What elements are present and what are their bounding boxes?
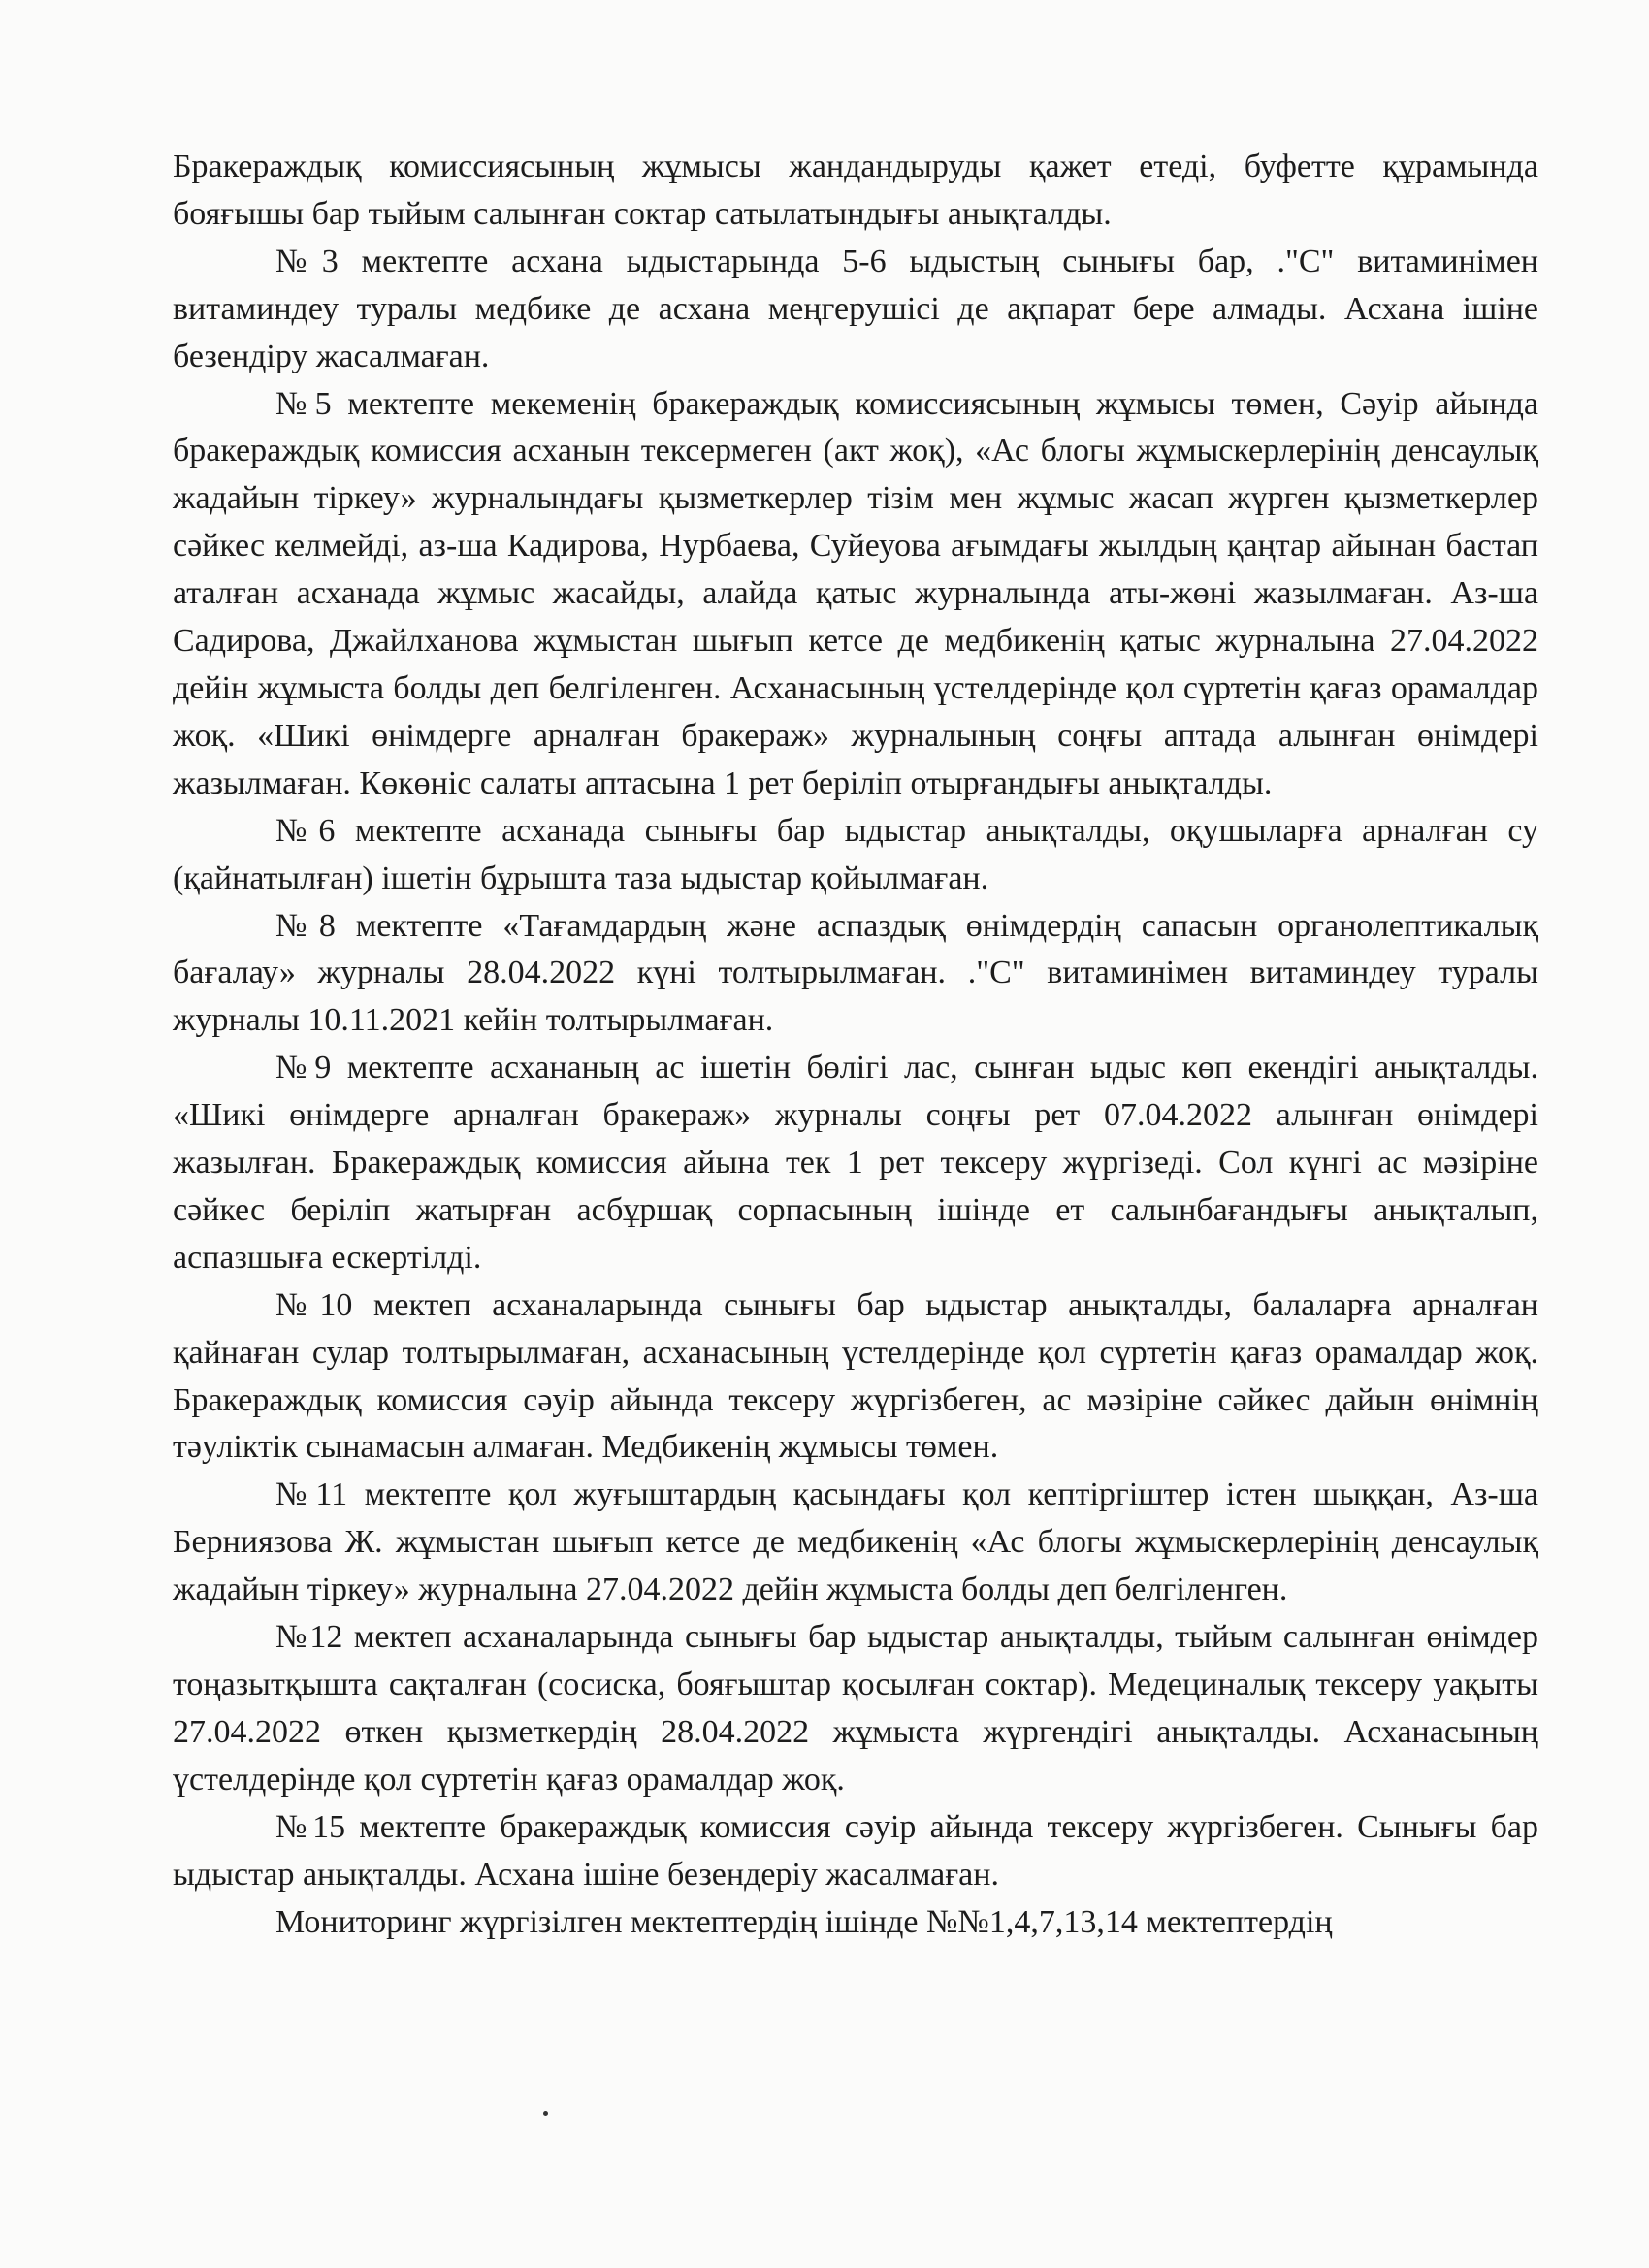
paragraph-school-15: №15 мектепте бракераждық комиссия сәуір айында тексеру жүргізбеген. Сынығы бар ыдыстар анықталды. Асхана ішіне безендеріу жасалмаған. [173,1808,1538,1893]
paragraph-school-3: №3 мектепте асхана ыдыстарында 5-6 ыдыстың сынығы бар, ."С" витаминімен витаминдеу туралы медбике де асхана меңгерушісі де ақпарат бере алмады. Асхана ішіне безендіру жасалмаған. [173,243,1538,374]
paragraph-school-12: №12 мектеп асханаларында сынығы бар ыдыстар анықталды, тыйым салынған өнімдер тоңазытқышта сақталған (сосиска, бояғыштар қосылған соктар). Медециналық тексеру уақыты 27.04.2022 өткен қызметкердің 28.04.2022 жұмыста жүргендігі анықталды. Асханасының үстелдерінде қол сүртетін қағаз орамалдар жоқ. [173,1619,1538,1798]
scan-dot-mark [543,2111,548,2116]
paragraph-school-10: №10 мектеп асханаларында сынығы бар ыдыстар анықталды, балаларға арналған қайнаған сулар толтырылмаған, асханасының үстелдерінде қол сүртетін қағаз орамалдар жоқ. Бракераждық комиссия сәуір айында тексеру жүргізбеген, ас мәзіріне сәйкес дайын өнімнің тәуліктік сынамасын алмаған. Медбикенің жұмысы төмен. [173,1286,1538,1466]
document-body [173,144,1538,1946]
paragraph-school-8: №8 мектепте «Тағамдардың және аспаздық өнімдердің сапасын органолептикалық бағалау» журналы 28.04.2022 күні толтырылмаған. ."С" витаминімен витаминдеу туралы журналы 10.11.2021 кейін толтырылмаған. [173,907,1538,1039]
paragraph-school-11: №11 мектепте қол жуғыштардың қасындағы қол кептіргіштер істен шыққан, Аз-ша Берниязова Ж. жұмыстан шығып кетсе де медбикенің «Ас блогы жұмыскерлерінің денсаулық жадайын тіркеу» журналына 27.04.2022 дейін жұмыста болды деп белгіленген. [173,1476,1538,1608]
paragraph-school-5: №5 мектепте мекеменің бракераждық комиссиясының жұмысы төмен, Сәуір айында бракераждық комиссия асханын тексермеген (акт жоқ), «Ас блогы жұмыскерлерінің денсаулық жадайын тіркеу» журналындағы қызметкерлер тізім мен жұмыс жасап жүрген қызметкерлер сәйкес келмейді, аз-ша Кадирова, Нурбаева, Суйеуова ағымдағы жылдың қаңтар айынан бастап аталған асханада жұмыс жасайды, алайда қатыс журналында аты-жөні жазылмаған. Аз-ша Садирова, Джайлханова жұмыстан шығып кетсе де медбикенің қатыс журналына 27.04.2022 дейін жұмыста болды деп белгіленген. Асханасының үстелдерінде қол сүртетін қағаз орамалдар жоқ. «Шикі өнімдерге арналған бракераж» журналының соңғы аптада алынған өнімдері жазылмаған. Көкөніс салаты аптасына 1 рет беріліп отырғандығы анықталды. [173,385,1538,801]
paragraph-monitoring-summary: Мониторинг жүргізілген мектептердің ішінде №№1,4,7,13,14 мектептердің [275,1903,1333,1940]
paragraph-school-9: №9 мектепте асхананың ас ішетін бөлігі лас, сынған ыдыс көп екендігі анықталды. «Шикі өнімдерге арналған бракераж» журналы соңғы рет 07.04.2022 алынған өнімдері жазылған. Бракераждық комиссия айына тек 1 рет тексеру жүргізеді. Сол күнгі ас мәзіріне сәйкес беріліп жатырған асбұршақ сорпасының ішінде ет салынбағандығы анықталып, аспазшыға ескертілді. [173,1050,1538,1276]
paragraph-school-6: №6 мектепте асханада сынығы бар ыдыстар анықталды, оқушыларға арналған су (қайнатылған) ішетін бұрышта таза ыдыстар қойылмаған. [173,812,1538,896]
paragraph-brakerazh-intro: Бракераждық комиссиясының жұмысы жандандыруды қажет етеді, буфетте құрамында бояғышы бар тыйым салынған соктар сатылатындығы анықталды. [173,148,1538,232]
